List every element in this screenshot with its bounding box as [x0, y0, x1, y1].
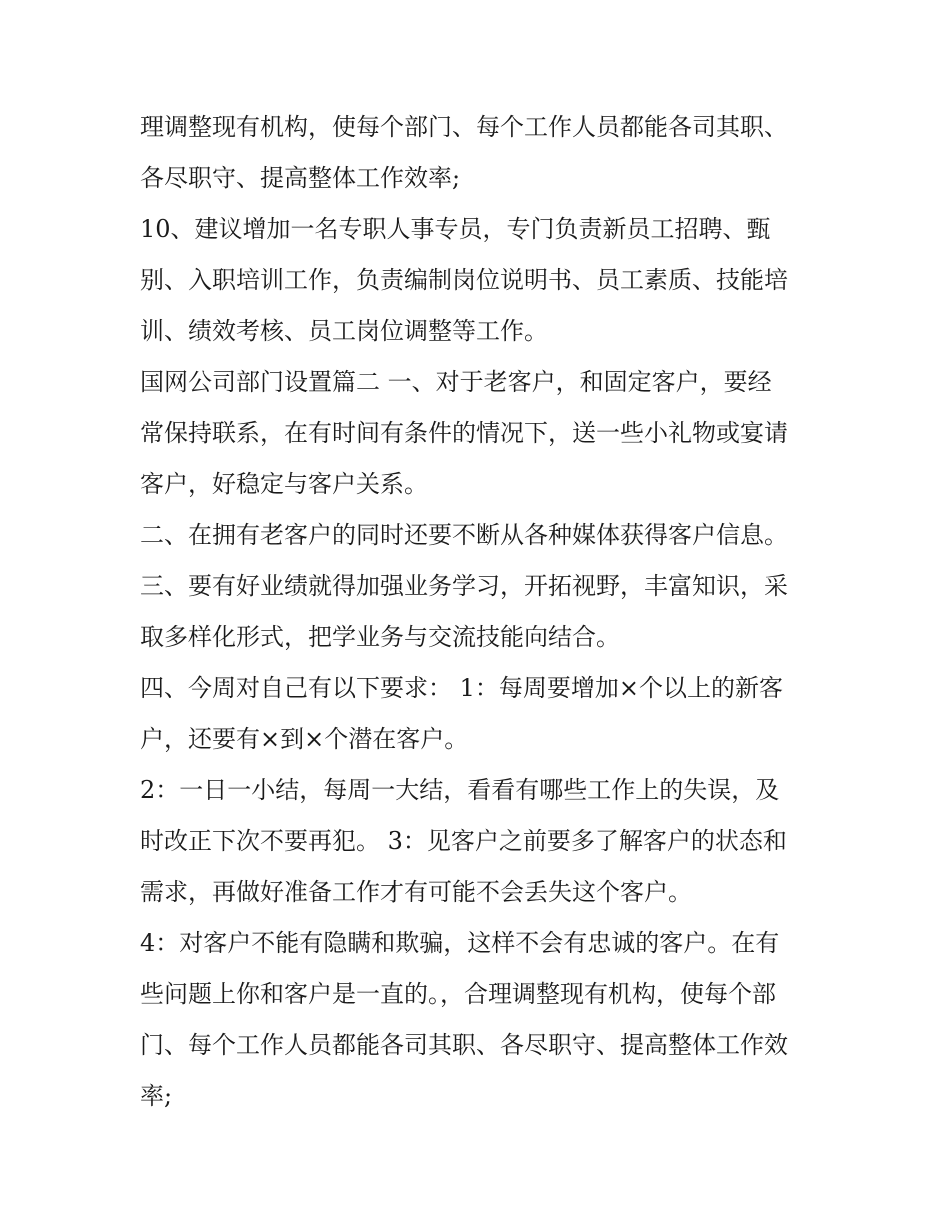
text-line: 客户，好稳定与客户关系。 [140, 470, 428, 498]
text-line: 二、在拥有老客户的同时还要不断从各种媒体获得客户信息。 [140, 521, 788, 549]
text-line: 训、绩效考核、员工岗位调整等工作。 [140, 317, 548, 345]
text-line: 户，还要有×到×个潜在客户。 [140, 725, 469, 753]
text-line: 理调整现有机构，使每个部门、每个工作人员都能各司其职、 [140, 113, 788, 141]
text-line: 需求，再做好准备工作才有可能不会丢失这个客户。 [140, 878, 692, 906]
document-body [140, 102, 820, 1122]
text-line: 2：一日一小结，每周一大结，看看有哪些工作上的失误，及 [140, 776, 780, 804]
text-line: 10、建议增加一名专职人事专员，专门负责新员工招聘、甄 [140, 215, 771, 243]
text-line: 率; [140, 1082, 173, 1110]
text-line: 四、今周对自己有以下要求： 1：每周要增加×个以上的新客 [140, 674, 784, 702]
text-line: 4：对客户不能有隐瞒和欺骗，这样不会有忠诚的客户。在有 [140, 929, 780, 957]
text-line: 时改正下次不要再犯。 3：见客户之前要多了解客户的状态和 [140, 827, 787, 855]
text-line: 门、每个工作人员都能各司其职、各尽职守、提高整体工作效 [140, 1031, 788, 1059]
text-line: 国网公司部门设置篇二 一、对于老客户，和固定客户，要经 [140, 368, 772, 396]
text-line: 别、入职培训工作，负责编制岗位说明书、员工素质、技能培 [140, 266, 788, 294]
text-line: 三、要有好业绩就得加强业务学习，开拓视野，丰富知识，采 [140, 572, 788, 600]
text-line: 些问题上你和客户是一直的。，合理调整现有机构，使每个部 [140, 980, 776, 1008]
text-line: 常保持联系，在有时间有条件的情况下，送一些小礼物或宴请 [140, 419, 788, 447]
text-line: 取多样化形式，把学业务与交流技能向结合。 [140, 623, 620, 651]
text-line: 各尽职守、提高整体工作效率; [140, 164, 461, 192]
